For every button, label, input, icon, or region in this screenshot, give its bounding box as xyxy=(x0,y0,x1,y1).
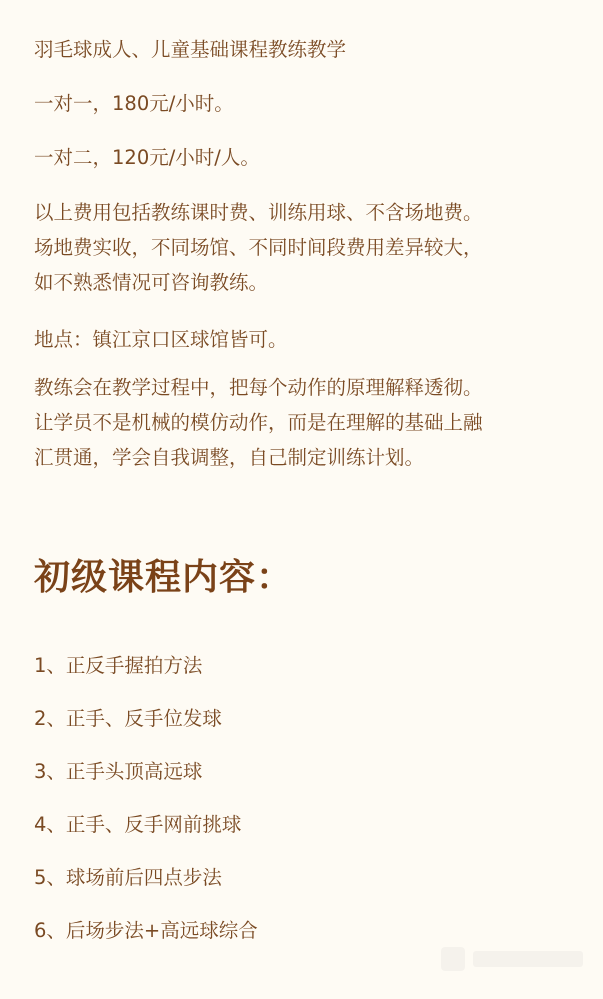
list-item: 4、正手、反手网前挑球 xyxy=(34,813,242,836)
course-list xyxy=(34,648,258,966)
list-item: 6、后场步法+高远球综合 xyxy=(34,919,258,942)
list-item: 5、球场前后四点步法 xyxy=(34,866,222,889)
location-line: 地点：镇江京口区球馆皆可。 xyxy=(34,328,288,351)
method-line: 汇贯通，学会自我调整，自己制定训练计划。 xyxy=(34,446,425,469)
method-paragraph xyxy=(34,370,483,475)
list-item: 3、正手头顶高远球 xyxy=(34,760,203,783)
fees-line: 以上费用包括教练课时费、训练用球、不含场地费。 xyxy=(34,201,483,224)
watermark-graphic xyxy=(439,941,589,977)
list-item: 2、正手、反手位发球 xyxy=(34,707,222,730)
list-item: 1、正反手握拍方法 xyxy=(34,654,203,677)
fees-paragraph xyxy=(34,195,483,300)
method-line: 让学员不是机械的模仿动作，而是在理解的基础上融 xyxy=(34,411,483,434)
price-one-on-two: 一对二，120元/小时/人。 xyxy=(34,146,260,169)
fees-line: 如不熟悉情况可咨询教练。 xyxy=(34,271,269,294)
section-heading: 初级课程内容： xyxy=(34,557,294,598)
method-line: 教练会在教学过程中，把每个动作的原理解释透彻。 xyxy=(34,376,483,399)
intro-title-line: 羽毛球成人、儿童基础课程教练教学 xyxy=(34,38,347,61)
fees-line: 场地费实收，不同场馆、不同时间段费用差异较大， xyxy=(34,236,483,259)
price-one-on-one: 一对一，180元/小时。 xyxy=(34,92,234,115)
